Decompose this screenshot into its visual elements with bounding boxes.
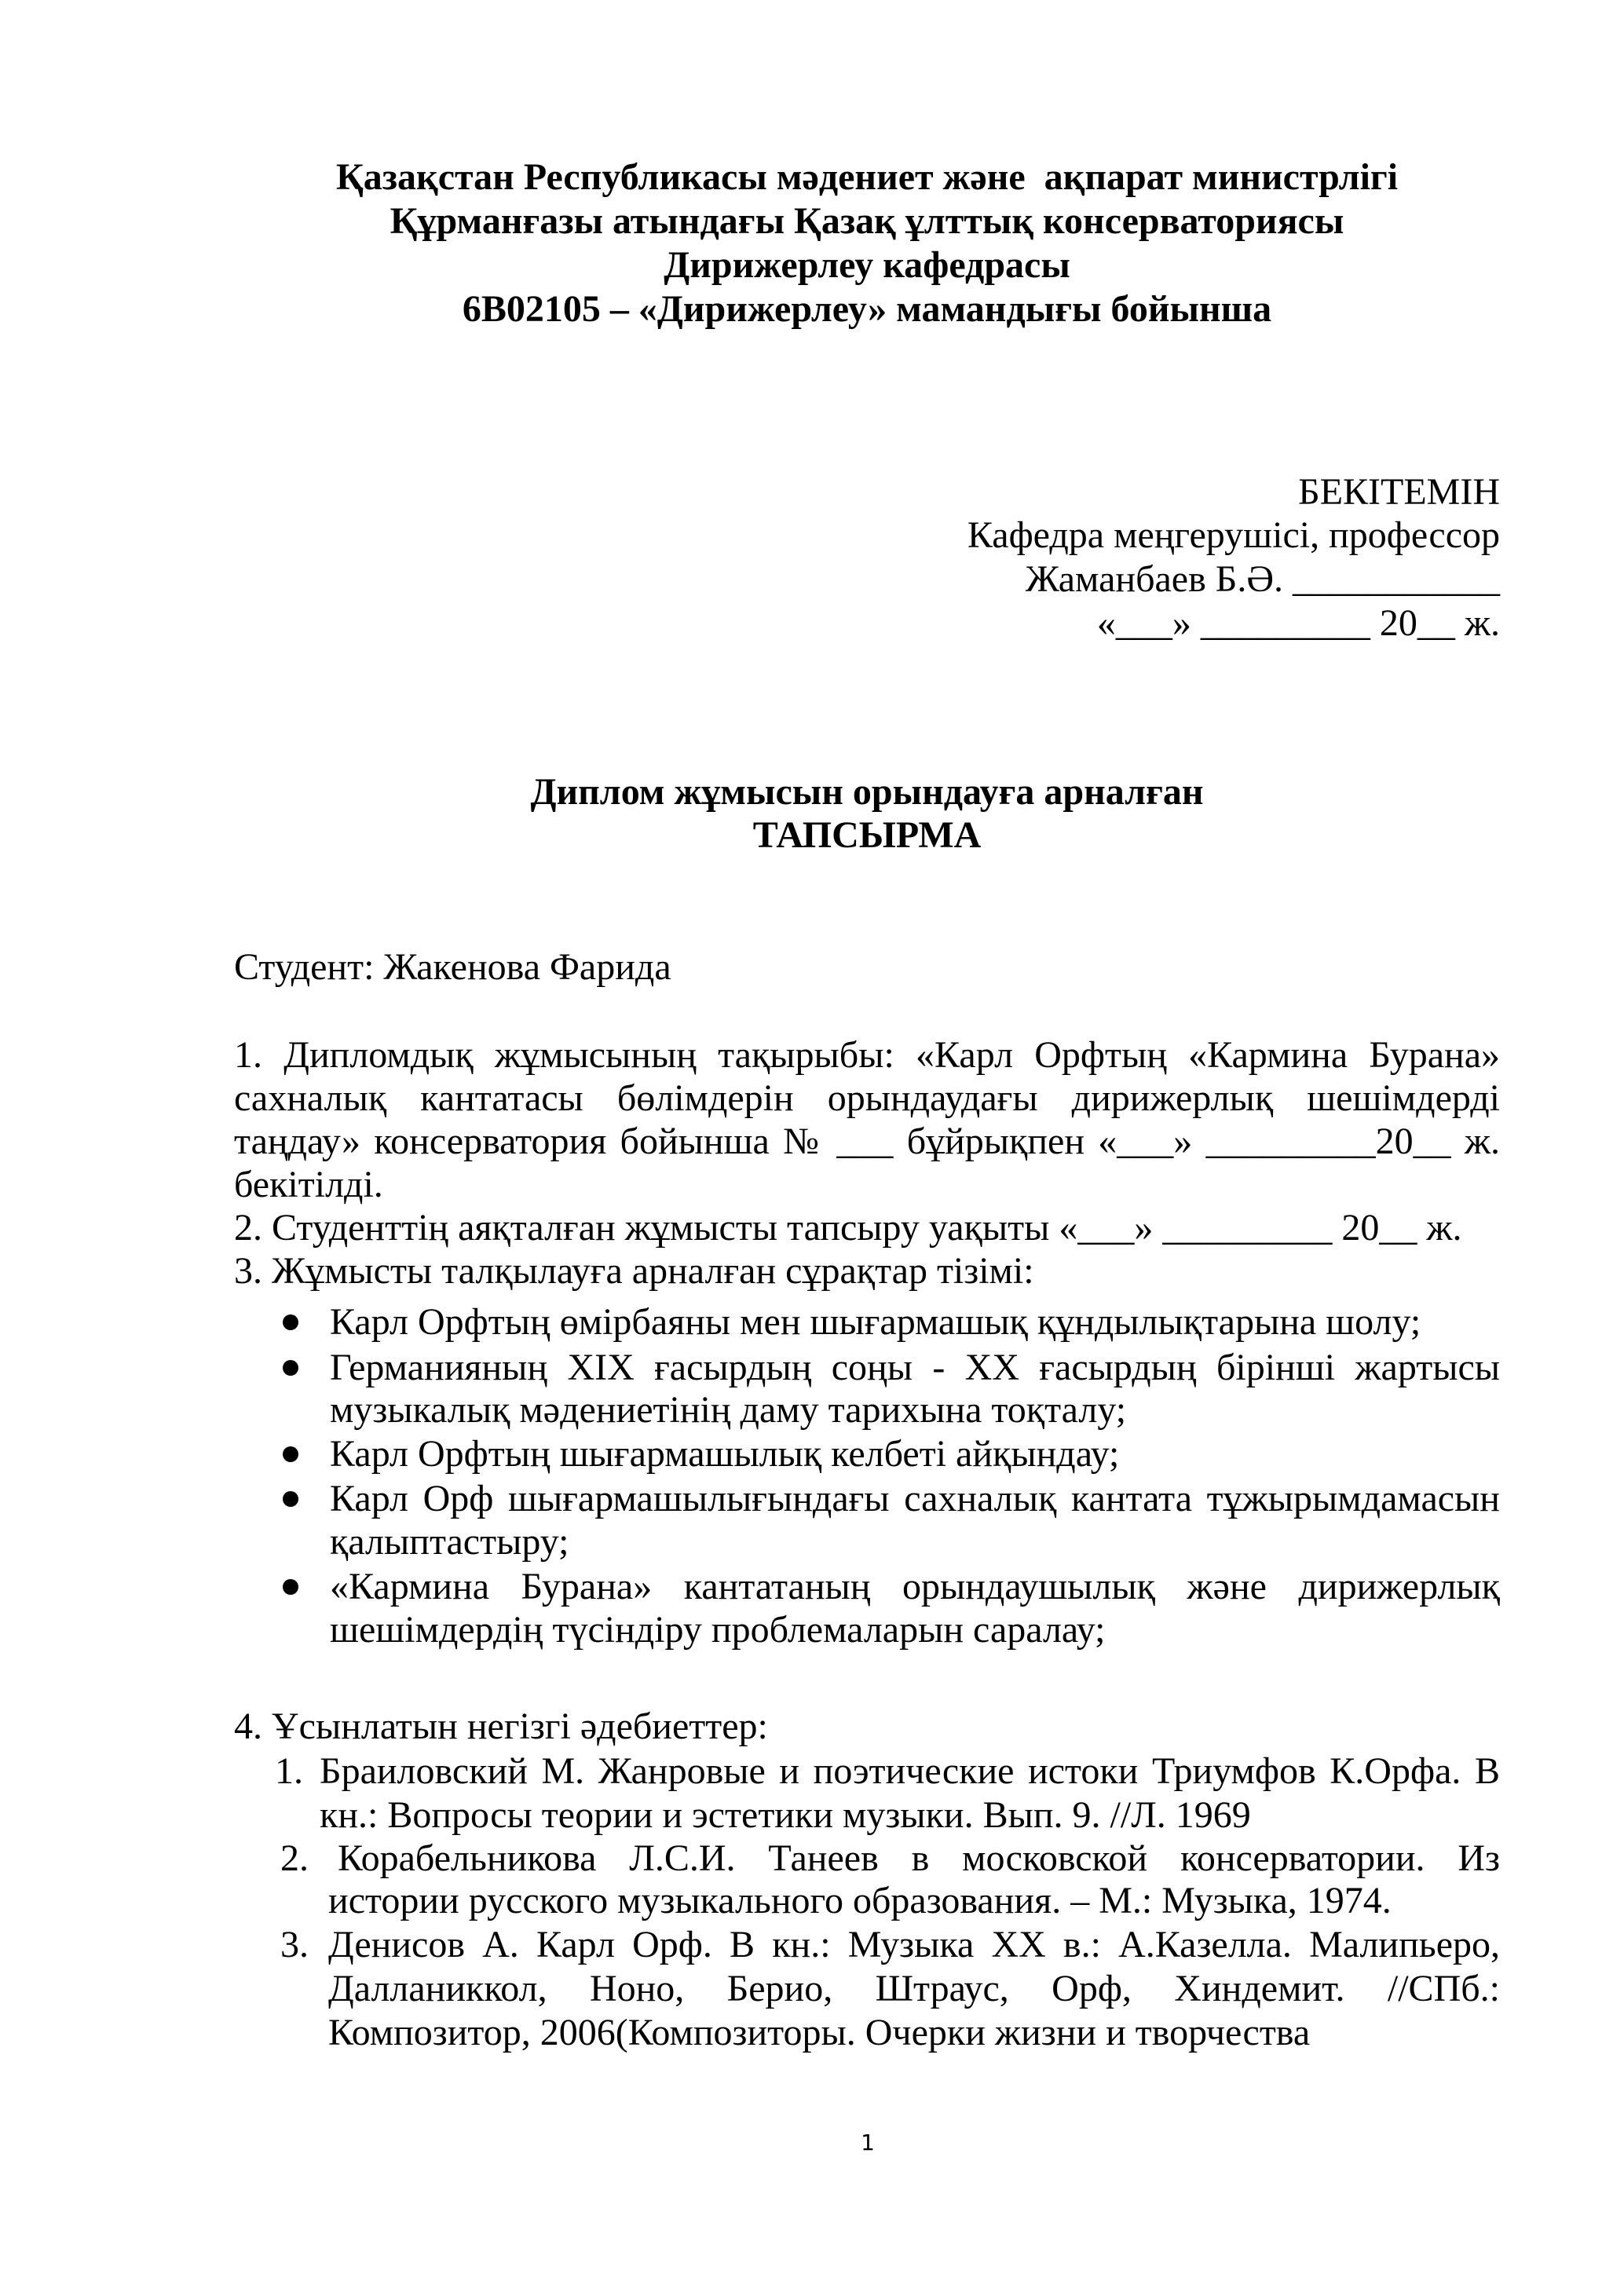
item1-line2: сахналық кантатасы бөлімдерін орындаудағы дирижерлық шешімдерді (234, 1077, 1500, 1119)
list-item-text-continued: шешімдердің түсіндіру проблемаларын саралау; (330, 1609, 1106, 1651)
bullet-icon (283, 1360, 298, 1376)
list-item-text-continued: музыкалық мәдениетінің даму тарихына тоқталу; (330, 1389, 1127, 1431)
reference-number: 1. (275, 1750, 303, 1792)
list-item-text: Германияның XIX ғасырдың соңы - XX ғасырдың бірінші жартысы (330, 1347, 1500, 1388)
reference-text: Корабельникова Л.С.И. Танеев в московской консерватории. Из (338, 1837, 1500, 1879)
list-item-text: Карл Орфтың шығармашылық келбеті айқындау; (330, 1433, 1120, 1475)
item3-questions-heading: 3. Жұмысты талқылауға арналған сұрақтар тізімі: (234, 1250, 1034, 1292)
approval-position: Кафедра меңгерушісі, профессор (967, 514, 1500, 556)
reference-number: 2. (280, 1837, 309, 1879)
bullet-icon (283, 1446, 298, 1462)
list-item-text-continued: қалыптастыру; (330, 1521, 569, 1563)
reference-text: Денисов А. Карл Орф. В кн.: Музыка XX в.: А.Казелла. Малипьеро, (328, 1924, 1500, 1965)
bullet-icon (283, 1491, 298, 1507)
item1-line3: таңдау» консерватория бойынша № ___ бұйрықпен «___» _________20__ ж. (234, 1121, 1500, 1162)
document-title-line1: Диплом жұмысын орындауға арналған (530, 771, 1204, 813)
item2-submission-date: 2. Студенттің аяқталған жұмысты тапсыру уақыты «___» _________ 20__ ж. (234, 1207, 1462, 1249)
list-item-text: Карл Орфтың өмірбаяны мен шығармашық құндылықтарына шолу; (330, 1301, 1421, 1343)
document-title-line2: ТАПСЫРМА (752, 814, 982, 856)
item4-literature-heading: 4. Ұсынлатын негізгі әдебиеттер: (234, 1706, 768, 1747)
reference-number: 3. (280, 1924, 309, 1965)
approval-date: «___» _________ 20__ ж. (1096, 602, 1500, 644)
bullet-icon (283, 1314, 298, 1330)
reference-text-continued: Композитор, 2006(Композиторы. Очерки жизни и творчества (328, 2012, 1311, 2053)
approval-name-signature: Жаманбаев Б.Ә. ___________ (1025, 558, 1500, 600)
reference-text-continued: истории русского музыкального образования. – М.: Музыка, 1974. (328, 1880, 1392, 1921)
list-item-text: «Кармина Бурана» кантатаның орындаушылық және дирижерлық (330, 1566, 1500, 1607)
item1-line1: 1. Дипломдық жұмысының тақырыбы: «Карл Орфтың «Кармина Бурана» (234, 1034, 1500, 1076)
department-heading: Дирижерлеу кафедрасы (664, 244, 1070, 286)
page-number: 1 (861, 2130, 875, 2155)
approval-label: БЕКІТЕМІН (1298, 471, 1500, 513)
item1-line4: бекітілді. (234, 1164, 383, 1205)
ministry-heading: Қазақстан Республикасы мәдениет және ақпарат министрлігі (335, 156, 1399, 198)
list-item-text: Карл Орф шығармашылығындағы сахналық кантата тұжырымдамасын (330, 1478, 1500, 1519)
bullet-icon (283, 1579, 298, 1595)
student-name: Студент: Жакенова Фарида (234, 946, 671, 988)
reference-text-continued: кн.: Вопросы теории и эстетики музыки. Вып. 9. //Л. 1969 (320, 1794, 1251, 1836)
specialty-heading: 6В02105 – «Дирижерлеу» мамандығы бойынша (462, 288, 1272, 330)
reference-text: Браиловский М. Жанровые и поэтические истоки Триумфов К.Орфа. В (320, 1750, 1500, 1792)
reference-text-continued: Далланиккол, Ноно, Берио, Штраус, Орф, Хиндемит. //СПб.: (328, 1968, 1500, 2009)
conservatory-heading: Құрманғазы атындағы Қазақ ұлттық консерваториясы (390, 200, 1344, 242)
